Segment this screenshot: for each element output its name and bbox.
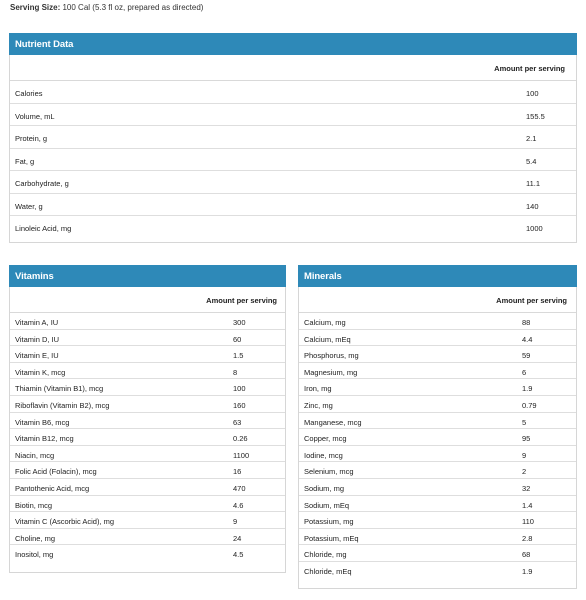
- nutrient-name: Vitamin E, IU: [15, 351, 59, 361]
- table-row: [10, 194, 576, 217]
- nutrient-amount: 5.4: [526, 156, 537, 166]
- nutrient-amount: 4.6: [233, 500, 244, 510]
- nutrient-amount: 140: [526, 201, 539, 211]
- nutrient-name: Manganese, mcg: [304, 417, 362, 427]
- minerals-title: Minerals: [298, 265, 577, 287]
- nutrient-amount-header: Amount per serving: [494, 64, 565, 73]
- table-row: [10, 396, 285, 413]
- nutrient-name: Calcium, mg: [304, 318, 346, 327]
- table-row: [299, 330, 576, 347]
- serving-size-label: Serving Size:: [10, 3, 61, 12]
- table-row: [10, 379, 285, 396]
- nutrient-amount: 0.26: [233, 434, 248, 444]
- nutrient-amount: 0.79: [522, 400, 537, 410]
- table-row: [10, 446, 285, 463]
- nutrient-name: Vitamin D, IU: [15, 334, 60, 344]
- table-row: [10, 216, 576, 239]
- nutrient-name: Phosphorus, mg: [304, 351, 359, 361]
- nutrient-amount: 100: [233, 384, 246, 394]
- table-row: [10, 512, 285, 529]
- table-row: [10, 479, 285, 496]
- table-row: [299, 363, 576, 380]
- nutrient-amount: 1.9: [522, 566, 533, 576]
- table-row: [10, 429, 285, 446]
- nutrient-name: Protein, g: [15, 134, 48, 143]
- table-row: [299, 446, 576, 463]
- nutrient-amount: 1000: [526, 224, 543, 233]
- nutrient-name: Niacin, mcg: [15, 450, 55, 460]
- nutrient-name: Zinc, mg: [304, 400, 333, 410]
- nutrient-amount: 32: [522, 483, 531, 493]
- table-row: [10, 104, 576, 127]
- nutrient-amount: 9: [522, 450, 527, 460]
- nutrient-amount: 88: [522, 318, 531, 327]
- table-row: [10, 149, 576, 172]
- nutrient-amount: 6: [522, 367, 527, 377]
- table-row: [299, 529, 576, 546]
- nutrient-name: Vitamin B12, mcg: [15, 434, 74, 444]
- nutrient-amount: 4.5: [233, 550, 244, 560]
- nutrient-name: Carbohydrate, g: [15, 179, 69, 188]
- nutrient-name: Sodium, mEq: [304, 500, 350, 510]
- vitamins-column-header: [10, 287, 285, 313]
- table-row: [299, 429, 576, 446]
- table-row: [10, 462, 285, 479]
- nutrient-name: Copper, mcg: [304, 434, 347, 444]
- nutrient-data-title: Nutrient Data: [9, 33, 577, 55]
- nutrient-column-header: [10, 55, 576, 81]
- table-row: [10, 171, 576, 194]
- nutrient-name: Potassium, mEq: [304, 533, 359, 543]
- table-row: [10, 496, 285, 513]
- table-row: [299, 562, 576, 579]
- vitamins-rows: [10, 313, 285, 562]
- nutrient-name: Vitamin B6, mcg: [15, 417, 70, 427]
- nutrient-name: Thiamin (Vitamin B1), mcg: [15, 384, 104, 394]
- vitamins-table: [9, 265, 286, 573]
- table-row: [10, 81, 576, 104]
- table-row: [10, 363, 285, 380]
- nutrient-name: Vitamin C (Ascorbic Acid), mg: [15, 517, 115, 527]
- nutrient-amount: 5: [522, 417, 527, 427]
- nutrient-amount: 300: [233, 318, 246, 327]
- nutrient-amount: 59: [522, 351, 531, 361]
- nutrient-amount: 1.5: [233, 351, 244, 361]
- table-row: [299, 545, 576, 562]
- table-row: [299, 512, 576, 529]
- table-row: [299, 462, 576, 479]
- table-row: [10, 126, 576, 149]
- nutrient-name: Iron, mg: [304, 384, 332, 394]
- nutrient-name: Chloride, mEq: [304, 566, 352, 576]
- nutrient-name: Sodium, mg: [304, 483, 345, 493]
- nutrient-amount: 2: [522, 467, 527, 477]
- nutrient-amount: 1.9: [522, 384, 533, 394]
- nutrient-name: Selenium, mcg: [304, 467, 354, 477]
- nutrient-name: Choline, mg: [15, 533, 56, 543]
- nutrient-amount: 9: [233, 517, 238, 527]
- nutrient-data-table: [9, 33, 577, 243]
- nutrient-amount: 160: [233, 400, 246, 410]
- minerals-rows: [299, 313, 576, 579]
- vitamins-amount-header: Amount per serving: [206, 296, 277, 305]
- table-row: [299, 346, 576, 363]
- table-row: [299, 479, 576, 496]
- nutrient-amount: 95: [522, 434, 531, 444]
- table-row: [10, 545, 285, 562]
- nutrient-name: Volume, mL: [15, 111, 55, 121]
- nutrient-amount: 100: [526, 89, 539, 98]
- nutrient-amount: 63: [233, 417, 242, 427]
- vitamins-title: Vitamins: [9, 265, 286, 287]
- nutrient-amount: 68: [522, 550, 531, 560]
- nutrient-name: Linoleic Acid, mg: [15, 224, 72, 233]
- table-row: [10, 529, 285, 546]
- nutrient-amount: 2.1: [526, 134, 537, 143]
- nutrient-name: Riboflavin (Vitamin B2), mcg: [15, 400, 110, 410]
- nutrient-amount: 11.1: [526, 179, 541, 188]
- nutrient-name: Folic Acid (Folacin), mcg: [15, 467, 97, 477]
- nutrient-amount: 1100: [233, 450, 250, 460]
- nutrient-amount: 8: [233, 367, 238, 377]
- nutrient-amount: 110: [522, 517, 534, 527]
- nutrient-name: Chloride, mg: [304, 550, 347, 560]
- table-row: [10, 346, 285, 363]
- minerals-column-header: [299, 287, 576, 313]
- table-row: [299, 379, 576, 396]
- table-row: [299, 396, 576, 413]
- nutrient-name: Magnesium, mg: [304, 367, 358, 377]
- nutrient-amount: 16: [233, 467, 242, 477]
- nutrient-amount: 24: [233, 533, 242, 543]
- nutrient-amount: 470: [233, 483, 246, 493]
- nutrient-name: Calcium, mEq: [304, 334, 351, 344]
- nutrient-name: Vitamin K, mcg: [15, 367, 66, 377]
- nutrient-name: Inositol, mg: [15, 550, 54, 560]
- nutrient-amount: 2.8: [522, 533, 533, 543]
- table-row: [10, 330, 285, 347]
- nutrient-name: Calories: [15, 89, 43, 98]
- nutrient-amount: 4.4: [522, 334, 533, 344]
- minerals-table: [298, 265, 577, 589]
- nutrient-name: Vitamin A, IU: [15, 318, 59, 327]
- nutrient-name: Iodine, mcg: [304, 450, 343, 460]
- nutrient-name: Potassium, mg: [304, 517, 354, 527]
- table-row: [299, 413, 576, 430]
- nutrient-amount: 155.5: [526, 111, 545, 121]
- serving-size-text: 100 Cal (5.3 fl oz, prepared as directed): [62, 3, 204, 12]
- table-row: [299, 313, 576, 330]
- serving-size: [10, 3, 203, 12]
- nutrient-amount: 60: [233, 334, 242, 344]
- table-row: [10, 313, 285, 330]
- nutrient-name: Water, g: [15, 201, 43, 211]
- nutrient-rows: [10, 81, 576, 239]
- minerals-amount-header: Amount per serving: [496, 296, 567, 305]
- nutrient-amount: 1.4: [522, 500, 533, 510]
- table-row: [10, 413, 285, 430]
- nutrient-name: Biotin, mcg: [15, 500, 53, 510]
- table-row: [299, 496, 576, 513]
- nutrient-name: Fat, g: [15, 156, 35, 166]
- nutrient-name: Pantothenic Acid, mcg: [15, 483, 90, 493]
